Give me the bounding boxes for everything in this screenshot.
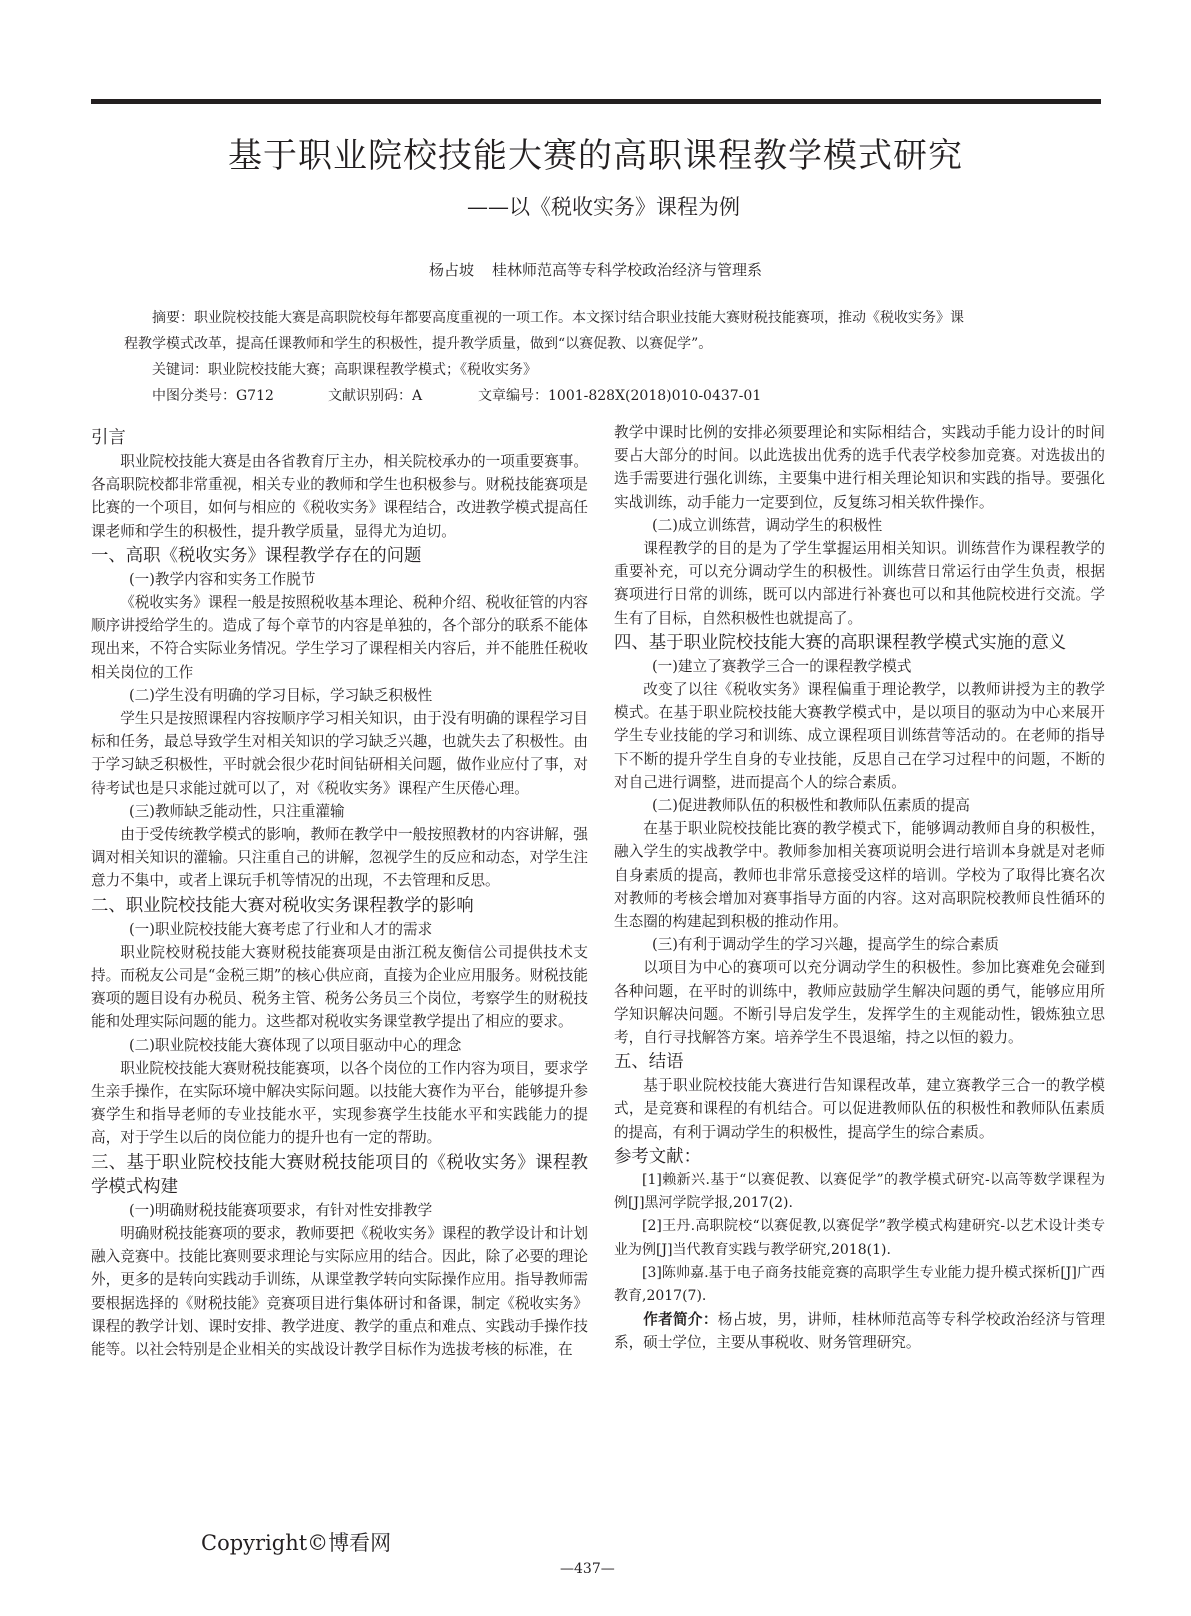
clc-number: 中图分类号：G712 bbox=[152, 388, 274, 404]
body-paragraph: 在基于职业院校技能比赛的教学模式下，能够调动教师自身的积极性，融入学生的实战教学中。教师参加相关赛项说明会进行培训本身就是对老师自身素质的提高，教师也非常乐意接受这样的培训。学校为了取得比赛名次对教师的考核会增加对赛事指导方面的内容。这对高职院校教师良性循环的生态圈的构建起到积极的推动作用。 bbox=[614, 820, 1105, 931]
section-heading: 四、基于职业院校技能大赛的高职课程教学模式实施的意义 bbox=[614, 632, 1067, 653]
section-heading: 三、基于职业院校技能大赛财税技能项目的《税收实务》课程教学模式构建 bbox=[91, 1152, 588, 1197]
subsection-heading: (一)教学内容和实务工作脱节 bbox=[128, 570, 316, 588]
body-paragraph-continued: 教学中课时比例的安排必须要理论和实际相结合，实践动手能力设计的时间要占大部分的时间。以此选拔出优秀的选手代表学校参加竞赛。对选拔出的选手需要进行强化训练，主要集中进行相关理论知识和实践的指导。要强化实战训练，动手能力一定要到位，反复练习相关软件操作。 bbox=[614, 424, 1105, 511]
body-paragraph: 明确财税技能赛项的要求，教师要把《税收实务》课程的教学设计和计划融入竞赛中。技能比赛则要求理论与实际应用的结合。因此，除了必要的理论外，更多的是转向实践动手训练，从课堂教学转向实际操作应用。指导教师需要根据选择的《财税技能》竞赛项目进行集体研讨和备课，制定《税收实务》课程的教学计划、课时安排、教学进度、教学的重点和难点、实践动手操作技能等。以社会特别是企业相关的实战设计教学目标作为选拔考核的标准，在 bbox=[91, 1224, 588, 1358]
body-paragraph: 改变了以往《税收实务》课程偏重于理论教学，以教师讲授为主的教学模式。在基于职业院校技能大赛教学模式中，是以项目的驱动为中心来展开学生专业技能的学习和训练、成立课程项目训练营等活动的。在老师的指导下不断的提升学生自身的专业技能，反思自己在学习过程中的问题，不断的对自己进行调整，进而提高个人的综合素质。 bbox=[614, 681, 1105, 791]
author-bio-text: 杨占坡，男，讲师，桂林师范高等专科学校政治经济与管理系，硕士学位，主要从事税收、财务管理研究。 bbox=[614, 1311, 1105, 1352]
subsection-heading: (二)促进教师队伍的积极性和教师队伍素质的提高 bbox=[651, 797, 970, 815]
reference-entry: [1]赖新兴.基于“以赛促教、以赛促学”的教学模式研究-以高等数学课程为例[J]黑河学院学报,2017(2). bbox=[614, 1171, 1105, 1212]
reference-entry: [2]王丹.高职院校“以赛促教,以赛促学”教学模式构建研究-以艺术设计类专业为例[J]当代教育实践与教学研究,2018(1). bbox=[614, 1218, 1105, 1258]
document-code: 文献识别码：A bbox=[328, 388, 423, 404]
subsection-heading: (三)有利于调动学生的学习兴趣，提高学生的综合素质 bbox=[651, 936, 999, 954]
abstract-line-1: 摘要：职业院校技能大赛是高职院校每年都要高度重视的一项工作。本文探讨结合职业技能大赛财税技能赛项，推动《税收实务》课 bbox=[152, 310, 964, 326]
body-paragraph: 课程教学的目的是为了学生掌握运用相关知识。训练营作为课程教学的重要补充，可以充分调动学生的积极性。训练营日常运行由学生负责，根据赛项进行日常的训练，既可以内部进行补赛也可以和其他院校进行交流。学生有了目标，自然积极性也就提高了。 bbox=[614, 540, 1105, 627]
body-paragraph: 基于职业院校技能大赛进行告知课程改革，建立赛教学三合一的教学模式，是竞赛和课程的有机结合。可以促进教师队伍的积极性和教师队伍素质的提高，有利于调动学生的积极性，提高学生的综合素质。 bbox=[614, 1077, 1105, 1141]
section-heading: 参考文献： bbox=[614, 1146, 701, 1167]
author-bio bbox=[614, 1308, 1105, 1354]
author-line bbox=[0, 259, 1191, 280]
subsection-heading: (二)职业院校技能大赛体现了以项目驱动中心的理念 bbox=[128, 1036, 462, 1054]
author-bio-label: 作者简介： bbox=[643, 1311, 718, 1329]
subsection-heading: (二)成立训练营，调动学生的积极性 bbox=[651, 516, 883, 534]
subsection-heading: (一)建立了赛教学三合一的课程教学模式 bbox=[651, 657, 912, 675]
body-paragraph: 以项目为中心的赛项可以充分调动学生的积极性。参加比赛难免会碰到各种问题，在平时的训练中，教师应鼓励学生解决问题的勇气，能够应用所学知识解决问题。不断引导启发学生，发挥学生的主观能动性，锻炼独立思考，自行寻找解答方案。培养学生不畏退缩，持之以恒的毅力。 bbox=[614, 959, 1105, 1047]
article-number: 文章编号：1001-828X(2018)010-0437-01 bbox=[478, 388, 762, 404]
paper-subtitle: ——以《税收实务》课程为例 bbox=[467, 195, 740, 219]
author-name: 杨占坡 bbox=[428, 261, 474, 279]
section-heading: 一、高职《税收实务》课程教学存在的问题 bbox=[91, 545, 422, 566]
left-column bbox=[91, 425, 588, 1361]
abstract-block bbox=[124, 305, 1090, 409]
top-rule bbox=[91, 99, 1101, 104]
paper-title: 基于职业院校技能大赛的高职课程教学模式研究 bbox=[228, 136, 963, 176]
subsection-heading: (一)明确财税技能赛项要求，有针对性安排教学 bbox=[128, 1201, 433, 1219]
body-paragraph: 职业院校技能大赛财税技能赛项，以各个岗位的工作内容为项目，要求学生亲手操作，在实际环境中解决实际问题。以技能大赛作为平台，能够提升参赛学生和指导老师的专业技能水平，实现参赛学生技能水平和实践能力的提高，对于学生以后的岗位能力的提升也有一定的帮助。 bbox=[91, 1059, 588, 1147]
classification-line bbox=[152, 383, 1090, 409]
section-heading: 五、结语 bbox=[614, 1052, 684, 1073]
body-paragraph: 职业院校财税技能大赛财税技能赛项是由浙江税友衡信公司提供技术支持。而税友公司是“金税三期”的核心供应商，直接为企业应用服务。财税技能赛项的题目设有办税员、税务主管、税务公务员三个岗位，考察学生的财税技能和处理实际问题的能力。这些都对税收实务课堂教学提出了相应的要求。 bbox=[91, 943, 588, 1031]
section-heading: 二、职业院校技能大赛对税收实务课程教学的影响 bbox=[91, 895, 474, 916]
page-number: —437— bbox=[560, 1561, 615, 1577]
subsection-heading: (二)学生没有明确的学习目标，学习缺乏积极性 bbox=[128, 686, 433, 704]
right-column bbox=[614, 421, 1105, 1355]
body-paragraph: 《税收实务》课程一般是按照税收基本理论、税种介绍、税收征管的内容顺序讲授给学生的。造成了每个章节的内容是单独的，各个部分的联系不能体现出来，不符合实际业务情况。学生学习了课程相关内容后，并不能胜任税收相关岗位的工作 bbox=[91, 594, 588, 681]
subsection-heading: (三)教师缺乏能动性，只注重灌输 bbox=[128, 802, 345, 820]
author-affiliation: 桂林师范高等专科学校政治经济与管理系 bbox=[492, 261, 763, 279]
abstract-line-2: 程教学模式改革，提高任课教师和学生的积极性，提升教学质量，做到“以赛促教、以赛促学”。 bbox=[124, 336, 713, 352]
subsection-heading: (一)职业院校技能大赛考虑了行业和人才的需求 bbox=[128, 920, 433, 938]
reference-entry: [3]陈帅嘉.基于电子商务技能竞赛的高职学生专业能力提升模式探析[J]广西教育,2017(7). bbox=[614, 1264, 1105, 1304]
section-heading: 引言 bbox=[91, 428, 126, 448]
body-paragraph: 职业院校技能大赛是由各省教育厅主办，相关院校承办的一项重要赛事。各高职院校都非常重视，相关专业的教师和学生也积极参与。财税技能赛项是比赛的一个项目，如何与相应的《税收实务》课程结合，改进教学模式提高任课老师和学生的积极性，提升教学质量，显得尤为迫切。 bbox=[91, 453, 588, 540]
body-paragraph: 由于受传统教学模式的影响，教师在教学中一般按照教材的内容讲解，强调对相关知识的灌输。只注重自己的讲解，忽视学生的反应和动态，对学生注意力不集中，或者上课玩手机等情况的出现，不去管理和反思。 bbox=[91, 826, 588, 890]
keywords: 关键词：职业院校技能大赛；高职课程教学模式；《税收实务》 bbox=[152, 362, 537, 378]
body-paragraph: 学生只是按照课程内容按顺序学习相关知识，由于没有明确的课程学习目标和任务，最总导致学生对相关知识的学习缺乏兴趣，也就失去了积极性。由于学习缺乏积极性，平时就会很少花时间钻研相关问题，做作业应付了事，对待考试也是只求能过就可以了，对《税收实务》课程产生厌倦心理。 bbox=[91, 710, 588, 797]
copyright-watermark: Copyright©博看网 bbox=[201, 1531, 392, 1555]
